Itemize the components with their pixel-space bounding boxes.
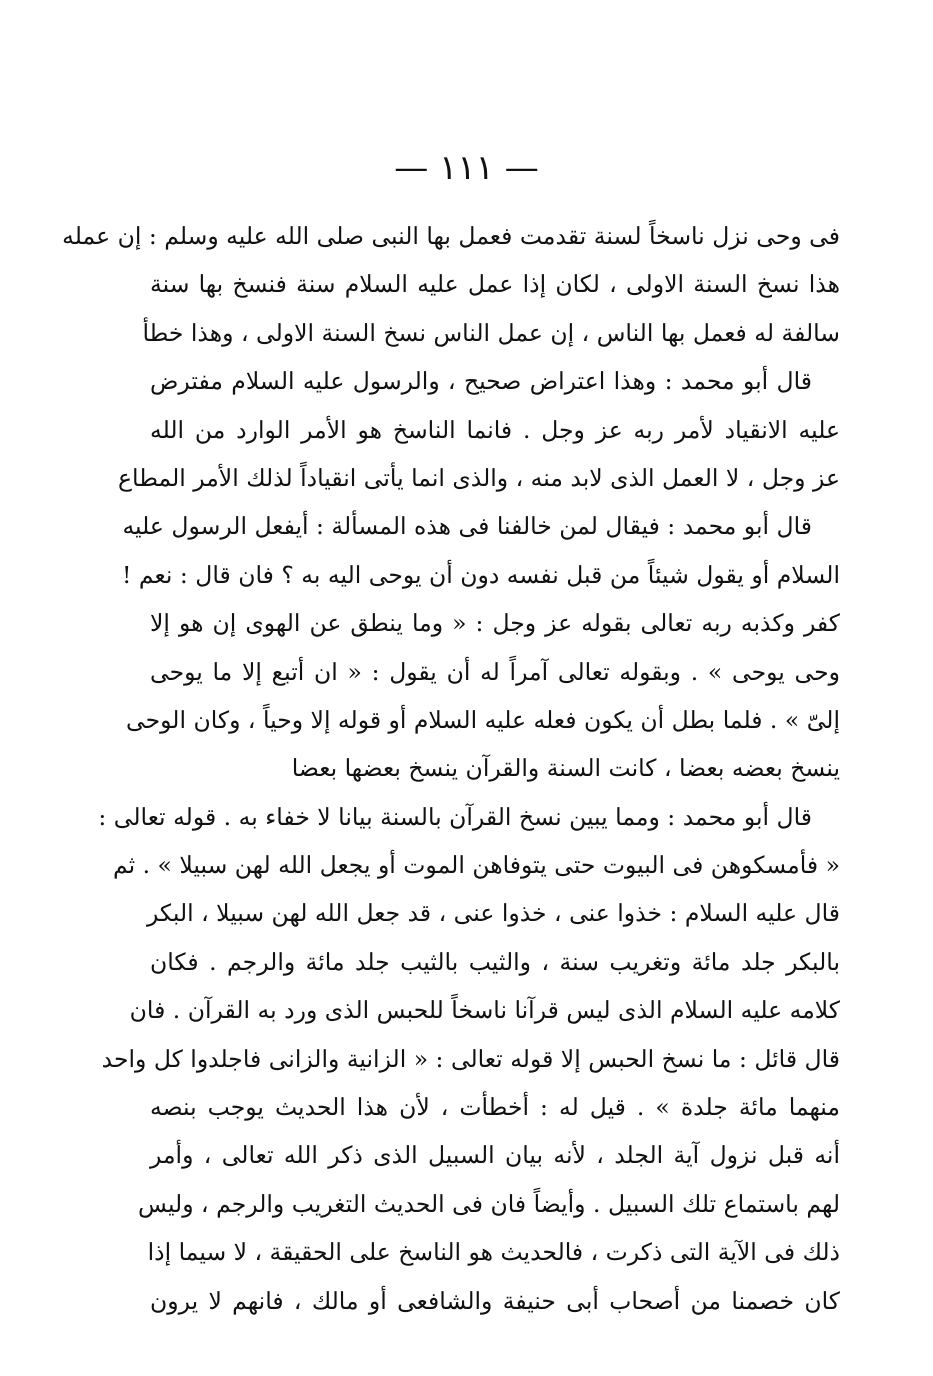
text-line: كلامه عليه السلام الذى ليس قرآنا ناسخاً للحبس الذى ورد به القرآن . فان: [129, 996, 840, 1025]
text-line: هذا نسخ السنة الاولى ، لكان إذا عمل عليه السلام سنة فنسخ بها سنة: [150, 270, 840, 299]
text-line: لهم باستماع تلك السبيل . وأيضاً فان فى الحديث التغريب والرجم ، وليس: [137, 1189, 840, 1218]
text-line: ذلك فى الآية التى ذكرت ، فالحديث هو الناسخ على الحقيقة ، لا سيما إذا: [147, 1238, 840, 1267]
text-line: قال قائل : ما نسخ الحبس إلا قوله تعالى : « الزانية والزانى فاجلدوا كل واحد: [101, 1044, 840, 1073]
text-line: وحى يوحى » . وبقوله تعالى آمراً له أن يقول : « ان أتبع إلا ما يوحى: [150, 657, 840, 686]
paragraph-start-line: قال أبو محمد : فيقال لمن خالفنا فى هذه المسألة : أيفعل الرسول عليه: [122, 512, 812, 541]
paragraph-start-line: قال أبو محمد : ومما يبين نسخ القرآن بالسنة بيانا لا خفاء به . قوله تعالى :: [98, 802, 812, 831]
text-line: منهما مائة جلدة » . قيل له : أخطأت ، لأن هذا الحديث يوجب بنصه: [150, 1093, 840, 1122]
text-line: السلام أو يقول شيئاً من قبل نفسه دون أن يوحى اليه به ؟ فان قال : نعم !: [121, 560, 840, 589]
paragraph-start-line: قال أبو محمد : وهذا اعتراض صحيح ، والرسول عليه السلام مفترض: [150, 367, 812, 396]
text-line: عز وجل ، لا العمل الذى لابد منه ، والذى انما يأتى انقياداً لذلك الأمر المطاع: [118, 463, 840, 492]
text-line: عليه الانقياد لأمر ربه عز وجل . فانما الناسخ هو الأمر الوارد من الله: [150, 415, 840, 444]
text-line: « فأمسكوهن فى البيوت حتى يتوفاهن الموت أو يجعل الله لهن سبيلا » . ثم: [112, 851, 840, 880]
text-line: سالفة له فعمل بها الناس ، إن عمل الناس نسخ السنة الاولى ، وهذا خطأ: [142, 318, 840, 347]
body-text: [62, 212, 840, 1325]
text-line: قال عليه السلام : خذوا عنى ، خذوا عنى ، قد جعل الله لهن سبيلا ، البكر: [146, 899, 840, 928]
text-line: بالبكر جلد مائة وتغريب سنة ، والثيب بالثيب جلد مائة والرجم . فكان: [150, 947, 840, 976]
text-line: كان خصمنا من أصحاب أبى حنيفة والشافعى أو مالك ، فانهم لا يرون: [150, 1286, 840, 1315]
text-line: ينسخ بعضه بعضا ، كانت السنة والقرآن ينسخ بعضها بعضا: [291, 754, 840, 783]
text-line: إلىّ » . فلما بطل أن يكون فعله عليه السلام أو قوله إلا وحياً ، وكان الوحى: [126, 705, 840, 734]
text-line: فى وحى نزل ناسخاً لسنة تقدمت فعمل بها النبى صلى الله عليه وسلم : إن عمله: [62, 222, 840, 250]
text-line: كفر وكذبه ربه تعالى بقوله عز وجل : « وما ينطق عن الهوى إن هو إلا: [150, 609, 840, 638]
text-line: أنه قبل نزول آية الجلد ، لأنه بيان السبيل الذى ذكر الله تعالى ، وأمر: [150, 1141, 840, 1170]
page-number: — ١١١ —: [394, 148, 539, 188]
